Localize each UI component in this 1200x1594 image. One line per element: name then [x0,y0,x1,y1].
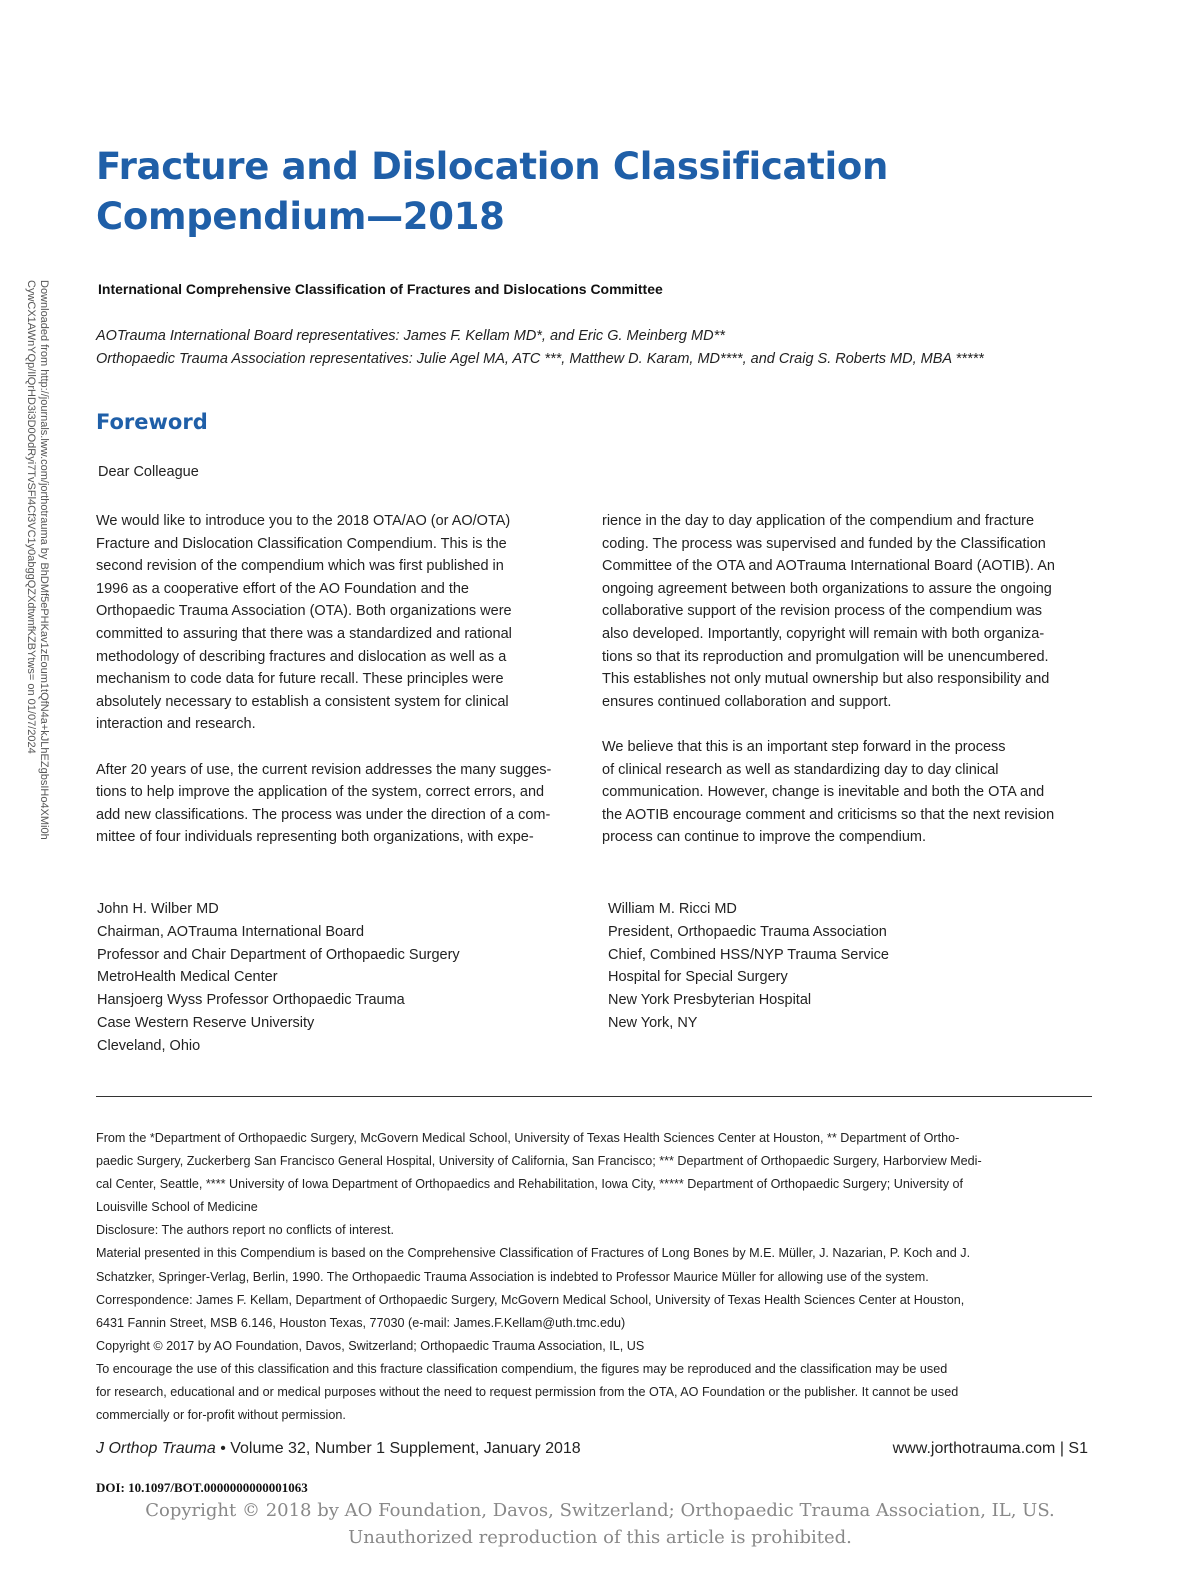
footnote-line: Louisville School of Medicine [96,1200,258,1215]
watermark-line: CywCX1AWnYQp/IlQrHD3i3D0OdRyi7TvSFl4Cf3VC1y0abggQZXdtwnfKZBYtws= on 01/07/2024 [25,280,37,754]
aotrauma-representatives: AOTrauma International Board representatives: James F. Kellam MD*, and Eric G. Meinberg MD** [96,328,725,344]
footnote-line: for research, educational and or medical purposes without the need to request permission from the OTA, AO Foundation or the publisher. It cannot be used [96,1385,959,1400]
paragraph [96,510,566,736]
signature-line: New York Presbyterian Hospital [608,992,812,1009]
paragraph [602,510,1102,713]
text-line: add new classifications. The process was under the direction of a com- [96,806,551,823]
signature-line: Hansjoerg Wyss Professor Orthopaedic Trauma [97,992,405,1009]
text-line: We would like to introduce you to the 2018 OTA/AO (or AO/OTA) [96,513,511,529]
text-line: committed to assuring that there was a standardized and rational [96,625,512,642]
text-line: of clinical research as well as standardizing day to day clinical [602,761,999,778]
signature-line: Hospital for Special Surgery [608,969,788,986]
text-line: Committee of the OTA and AOTrauma International Board (AOTIB). An [602,558,1055,575]
download-watermark [24,280,50,1240]
paragraph [96,759,566,849]
footnote-line: From the *Department of Orthopaedic Surgery, McGovern Medical School, University of Texas Health Sciences Center at Houston, ** Department of Ortho- [96,1131,960,1145]
signature-line: New York, NY [608,1014,698,1031]
signature-line: Cleveland, Ohio [97,1037,201,1054]
page-title [96,142,1056,242]
signature-line: John H. Wilber MD [97,901,219,917]
section-heading: Foreword [96,410,208,434]
text-line: rience in the day to day application of the compendium and fracture [602,513,1035,529]
left-column [96,510,566,872]
footnote-line: 6431 Fannin Street, MSB 6.146, Houston Texas, 77030 (e-mail: James.F.Kellam@uth.tmc.edu) [96,1315,626,1330]
footnote-line: Schatzker, Springer-Verlag, Berlin, 1990. The Orthopaedic Trauma Association is indebted to Professor Maurice Müller for allowing use of the system. [96,1269,929,1284]
signature-line: President, Orthopaedic Trauma Association [608,923,887,940]
title-line-1: Fracture and Dislocation Classification [96,145,889,188]
right-column [602,510,1102,872]
signature-ricci [608,898,889,1035]
footnote-divider [96,1096,1092,1097]
copyright-banner: Copyright © 2018 by AO Foundation, Davos, Switzerland; Orthopaedic Trauma Association, IL, US. [145,1500,1055,1521]
text-line: collaborative support of the revision process of the compendium was [602,603,1043,620]
doi[interactable]: DOI: 10.1097/BOT.0000000000001063 [96,1480,308,1495]
journal-name: J Orthop Trauma [96,1440,216,1457]
title-line-2: Compendium—2018 [96,195,505,238]
footnote-line: commercially or for-profit without permission. [96,1408,346,1423]
text-line: interaction and research. [96,716,256,733]
signature-line: Chairman, AOTrauma International Board [97,923,365,940]
text-line: After 20 years of use, the current revision addresses the many sugges- [96,761,552,778]
text-line: ensures continued collaboration and support. [602,693,892,710]
text-line: Fracture and Dislocation Classification Compendium. This is the [96,535,507,552]
footnote-line: Copyright © 2017 by AO Foundation, Davos, Switzerland; Orthopaedic Trauma Association, IL, US [96,1338,645,1353]
footnotes [96,1127,1096,1427]
footnote-line: To encourage the use of this classification and this fracture classification compendium, the figures may be reproduced and the classification may be used [96,1361,948,1376]
text-line: We believe that this is an important step forward in the process [602,738,1006,755]
footnote-line: cal Center, Seattle, **** University of Iowa Department of Orthopaedics and Rehabilitation, Iowa City, ***** Department of Orthopaedic Surgery; University of [96,1177,964,1192]
journal-volume: • Volume 32, Number 1 Supplement, January 2018 [215,1440,581,1457]
text-line: communication. However, change is inevitable and both the OTA and [602,784,1045,801]
journal-website[interactable]: www.jorthotrauma.com | S1 [892,1440,1088,1457]
text-line: 1996 as a cooperative effort of the AO Foundation and the [96,580,469,597]
text-line: mittee of four individuals representing both organizations, with expe- [96,829,534,846]
signature-wilber [97,898,460,1058]
signature-line: William M. Ricci MD [608,901,737,917]
text-line: tions so that its reproduction and promulgation will be unencumbered. [602,648,1049,665]
footnote-line: Material presented in this Compendium is based on the Comprehensive Classification of Fractures of Long Bones by M.E. Müller, J. Nazarian, P. Koch and J. [96,1246,971,1261]
committee-name: International Comprehensive Classification of Fractures and Dislocations Committee [98,281,663,297]
text-line: absolutely necessary to establish a consistent system for clinical [96,693,509,710]
text-line: the AOTIB encourage comment and criticisms so that the next revision [602,806,1055,823]
signature-line: Professor and Chair Department of Orthopaedic Surgery [97,946,460,963]
journal-citation [96,1440,581,1458]
text-line: mechanism to code data for future recall. These principles were [96,671,504,688]
ota-representatives: Orthopaedic Trauma Association representatives: Julie Agel MA, ATC ***, Matthew D. Karam, MD****, and Craig S. Roberts MD, MBA ***** [96,351,984,367]
text-line: process can continue to improve the compendium. [602,829,927,846]
signature-line: MetroHealth Medical Center [97,969,278,986]
text-line: ongoing agreement between both organizations to assure the ongoing [602,580,1052,597]
signature-line: Chief, Combined HSS/NYP Trauma Service [608,946,889,963]
footnote-line: paedic Surgery, Zuckerberg San Francisco General Hospital, University of California, San Francisco; *** Department of Orthopaedic Surgery, Harborview Medi- [96,1154,982,1169]
text-line: also developed. Importantly, copyright will remain with both organiza- [602,625,1045,642]
signature-line: Case Western Reserve University [97,1014,315,1031]
text-line: coding. The process was supervised and funded by the Classification [602,535,1046,552]
footnote-line: Correspondence: James F. Kellam, Department of Orthopaedic Surgery, McGovern Medical School, University of Texas Health Sciences Center at Houston, [96,1292,965,1307]
text-line: This establishes not only mutual ownership but also responsibility and [602,671,1050,688]
text-line: second revision of the compendium which was first published in [96,558,504,575]
text-line: Orthopaedic Trauma Association (OTA). Both organizations were [96,603,512,620]
greeting: Dear Colleague [98,464,199,480]
reproduction-notice: Unauthorized reproduction of this article is prohibited. [348,1527,852,1548]
text-line: tions to help improve the application of the system, correct errors, and [96,784,545,801]
footnote-line: Disclosure: The authors report no conflicts of interest. [96,1223,394,1238]
watermark-line: Downloaded from http://journals.lww.com/jorthotrauma by BhDMf5ePHKav1zEoum1tQfN4a+kJLhEZgbsIHo4XMi0h [38,280,50,840]
paragraph [602,736,1102,849]
representatives [96,325,984,371]
text-line: methodology of describing fractures and dislocation as well as a [96,648,507,665]
